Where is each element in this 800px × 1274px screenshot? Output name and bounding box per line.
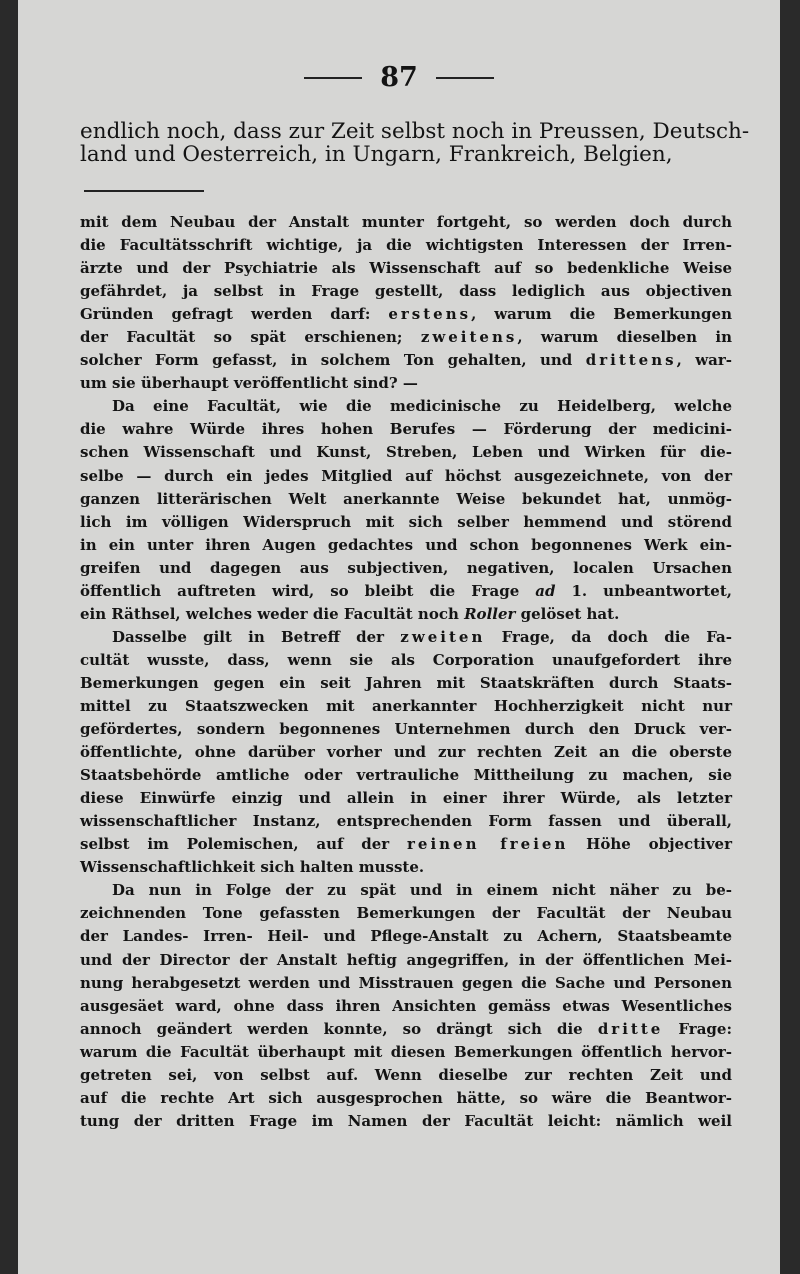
text-line: gefördertes, sondern begonnenes Unternehmen durch den Druck ver- (80, 720, 732, 739)
text-line: greifen und dagegen aus subjectiven, negativen, localen Ursachen (80, 558, 732, 577)
text-line: ausgesäet ward, ohne dass ihren Ansichten gemäss etwas Wesentliches (80, 996, 732, 1015)
text-line: annoch geändert werden konnte, so drängt sich die dritte Frage: (80, 1019, 732, 1038)
text-line: der Landes- Irren- Heil- und Pflege-Anstalt zu Achern, Staatsbeamte (80, 927, 732, 946)
spaced-word: dritte (597, 1019, 664, 1038)
text-line: Da nun in Folge der zu spät und in einem nicht näher zu be- (112, 881, 732, 900)
text-line: Gründen gefragt werden darf: erstens, warum die Bemerkungen (80, 305, 732, 324)
text-line: öffentlichte, ohne darüber vorher und zur rechten Zeit an die oberste (80, 743, 732, 762)
text-line: ärzte und der Psychiatrie als Wissenschaft auf so bedenkliche Weise (80, 259, 732, 278)
book-page (18, 0, 780, 1274)
text-line: Wissenschaftlichkeit sich halten musste. (80, 858, 425, 877)
page-header (18, 62, 780, 93)
text-line: nung herabgesetzt werden und Misstrauen gegen die Sache und Personen (80, 973, 732, 992)
spaced-word: zweiten (400, 627, 486, 646)
text-line: solcher Form gefasst, in solchem Ton gehalten, und drittens, war- (80, 351, 732, 370)
text-line: öffentlich auftreten wird, so bleibt die Frage ad 1. unbeantwortet, (80, 581, 732, 600)
text-line: selbst im Polemischen, auf der reinen freien Höhe objectiver (80, 835, 732, 854)
text-line: mit dem Neubau der Anstalt munter fortgeht, so werden doch durch (80, 213, 732, 231)
header-rule-right (436, 77, 494, 79)
text-line: und der Director der Anstalt heftig angegriffen, in der öffentlichen Mei- (80, 950, 732, 969)
text-line: diese Einwürfe einzig und allein in einer ihrer Würde, als letzter (80, 789, 732, 808)
spaced-word: reinen freien (407, 835, 569, 854)
large-line: endlich noch, dass zur Zeit selbst noch in Preussen, Deutsch- (80, 119, 750, 144)
text-line: schen Wissenschaft und Kunst, Streben, Leben und Wirken für die- (80, 443, 732, 462)
text-line: die Facultätsschrift wichtige, ja die wichtigsten Interessen der Irren- (80, 236, 732, 255)
text-line: der Facultät so spät erschienen; zweitens, warum dieselben in (80, 328, 732, 347)
text-line: warum die Facultät überhaupt mit diesen Bemerkungen öffentlich hervor- (80, 1042, 732, 1061)
text-line: selbe — durch ein jedes Mitglied auf höchst ausgezeichnete, von der (80, 466, 732, 485)
text-line: lich im völligen Widerspruch mit sich selber hemmend und störend (80, 512, 732, 531)
text-line: gefährdet, ja selbst in Frage gestellt, dass lediglich aus objectiven (80, 282, 732, 301)
text-line: ein Räthsel, welches weder die Facultät noch Roller gelöset hat. (80, 604, 620, 623)
italic-word: ad (535, 581, 556, 600)
text-line: um sie überhaupt veröffentlicht sind? — (80, 374, 418, 393)
text-line: wissenschaftlicher Instanz, entsprechenden Form fassen und überall, (80, 812, 732, 831)
text-line: Bemerkungen gegen ein seit Jahren mit Staatskräften durch Staats- (80, 673, 732, 692)
text-line: Staatsbehörde amtliche oder vertrauliche Mittheilung zu machen, sie (80, 766, 732, 785)
text-line: getreten sei, von selbst auf. Wenn dieselbe zur rechten Zeit und (80, 1065, 732, 1084)
text-line: Da eine Facultät, wie die medicinische zu Heidelberg, welche (112, 397, 732, 416)
text-line: tung der dritten Frage im Namen der Facultät leicht: nämlich weil (80, 1111, 732, 1130)
text-line: ganzen litterärischen Welt anerkannte Weise bekundet hat, unmög- (80, 489, 732, 508)
spaced-word: erstens (388, 305, 472, 324)
spaced-word: drittens (585, 351, 677, 370)
page-number: 87 (380, 62, 418, 93)
separator-rule (84, 190, 204, 192)
header-rule-left (304, 77, 362, 79)
text-line: Dasselbe gilt in Betreff der zweiten Frage, da doch die Fa- (112, 627, 732, 646)
large-type-text (80, 116, 750, 168)
text-line: auf die rechte Art sich ausgesprochen hätte, so wäre die Beantwor- (80, 1088, 732, 1107)
text-line: in ein unter ihren Augen gedachtes und schon begonnenes Werk ein- (80, 535, 732, 554)
large-line: land und Oesterreich, in Ungarn, Frankreich, Belgien, (80, 142, 673, 168)
text-line: die wahre Würde ihres hohen Berufes — Förderung der medicini- (80, 420, 732, 439)
text-line: mittel zu Staatszwecken mit anerkannter Hochherzigkeit nicht nur (80, 696, 732, 715)
body-text (80, 211, 732, 1133)
italic-word: Roller (464, 604, 516, 623)
spaced-word: zweitens (420, 328, 518, 347)
text-line: zeichnenden Tone gefassten Bemerkungen der Facultät der Neubau (80, 904, 732, 923)
text-line: cultät wusste, dass, wenn sie als Corporation unaufgefordert ihre (80, 650, 732, 669)
